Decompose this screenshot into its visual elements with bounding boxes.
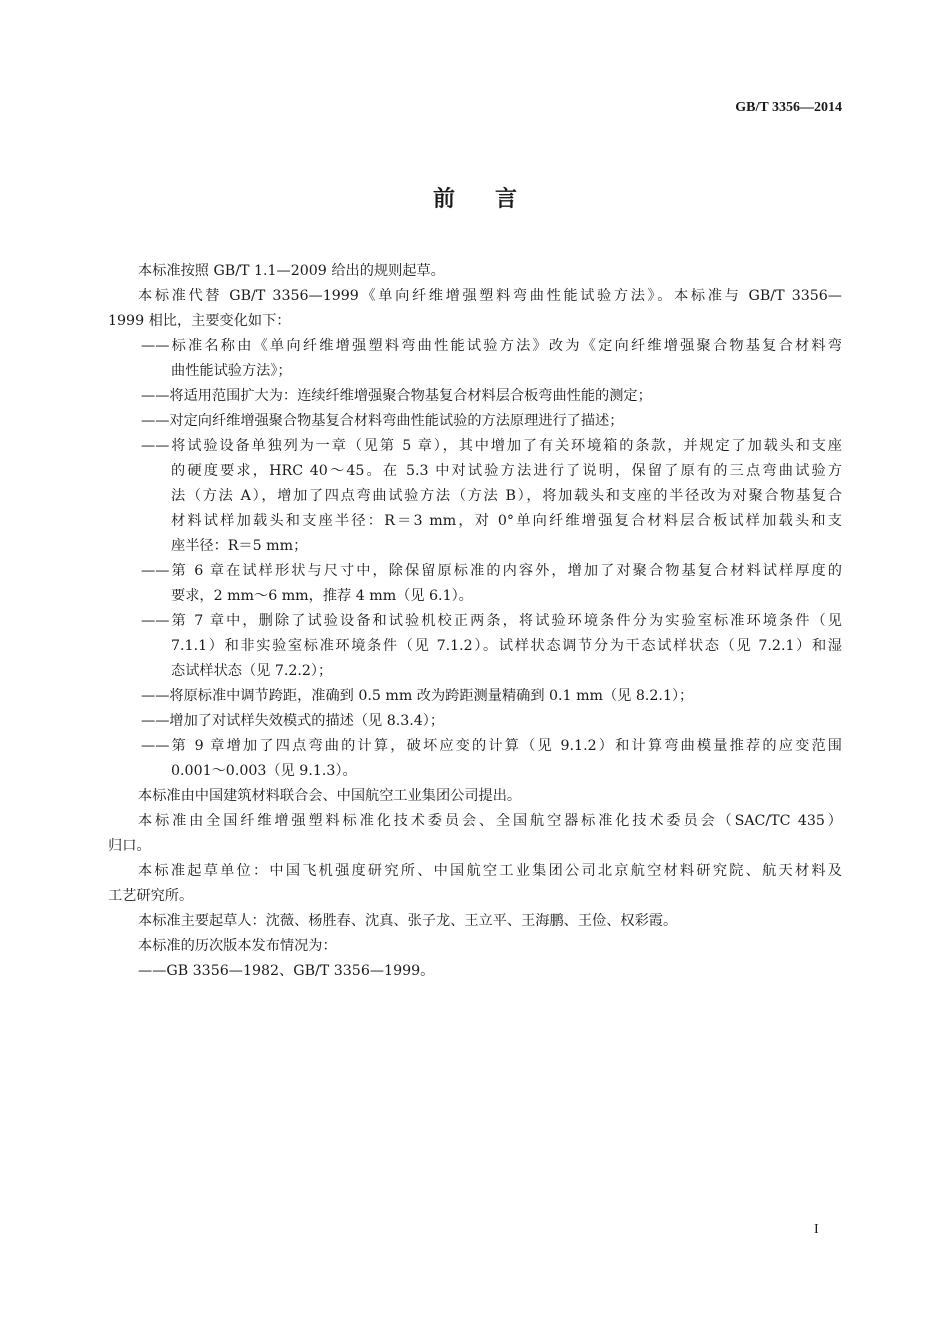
text-line: 0.001～0.003（见 9.1.3）。 <box>171 763 357 779</box>
text-line: ——对定向纤维增强聚合物基复合材料弯曲性能试验的方法原理进行了描述； <box>141 413 624 429</box>
paragraph <box>108 284 842 334</box>
text-line: ——第 9 章增加了四点弯曲的计算，破坏应变的计算（见 9.1.2）和计算弯曲模量推荐的应变范围 <box>141 738 842 754</box>
text-line: ——标准名称由《单向纤维增强塑料弯曲性能试验方法》改为《定向纤维增强聚合物基复合材料弯 <box>141 338 842 354</box>
paragraph <box>108 784 842 809</box>
text-line: ——将适用范围扩大为：连续纤维增强聚合物基复合材料层合板弯曲性能的测定； <box>141 388 652 404</box>
page-title: 前言 <box>432 186 557 212</box>
text-line: 1999 相比，主要变化如下： <box>108 313 291 329</box>
text-line: 座半径：R＝5 mm； <box>171 538 308 554</box>
text-line: 法（方法 A），增加了四点弯曲试验方法（方法 B），将加载头和支座的半径改为对聚合物基复合 <box>171 488 842 504</box>
change-list-item <box>108 684 842 709</box>
change-list-item <box>108 384 842 409</box>
change-list-item <box>108 334 842 384</box>
text-line: 的硬度要求，HRC 40～45。在 5.3 中对试验方法进行了说明，保留了原有的三点弯曲试验方 <box>171 463 842 479</box>
paragraph <box>108 259 842 284</box>
change-list-item <box>108 734 842 784</box>
change-list-item <box>108 559 842 609</box>
change-list-item <box>108 609 842 684</box>
change-list-item <box>108 409 842 434</box>
text-line: ——第 7 章中，删除了试验设备和试验机校正两条，将试验环境条件分为实验室标准环境条件（见 <box>141 613 842 629</box>
text-line: 材料试样加载头和支座半径：R＝3 mm，对 0°单向纤维增强复合材料层合板试样加载头和支 <box>171 513 842 529</box>
text-line: 本标准起草单位：中国飞机强度研究所、中国航空工业集团公司北京航空材料研究院、航天材料及 <box>138 863 842 879</box>
text-line: 本标准的历次版本发布情况为： <box>138 938 337 954</box>
text-line: 本标准代替 GB/T 3356—1999《单向纤维增强塑料弯曲性能试验方法》。本标准与 GB/T 3356— <box>138 288 842 304</box>
text-line: 要求，2 mm～6 mm，推荐 4 mm（见 6.1）。 <box>171 588 473 604</box>
text-line: 7.1.1）和非实验室标准环境条件（见 7.1.2）。试样状态调节分为干态试样状态（见 7.2.1）和湿 <box>171 638 842 654</box>
text-line: 本标准主要起草人：沈薇、杨胜春、沈真、张子龙、王立平、王海鹏、王俭、权彩霞。 <box>138 913 678 929</box>
paragraph <box>108 934 842 959</box>
document-body <box>108 259 842 984</box>
text-line: 态试样状态（见 7.2.2）； <box>171 663 333 679</box>
text-line: ——将试验设备单独列为一章（见第 5 章），其中增加了有关环境箱的条款，并规定了加载头和支座 <box>141 438 842 454</box>
paragraph <box>108 859 842 909</box>
text-line: ——将原标准中调节跨距，准确到 0.5 mm 改为跨距测量精确到 0.1 mm（见 8.2.1）； <box>141 688 694 704</box>
text-line: 本标准由中国建筑材料联合会、中国航空工业集团公司提出。 <box>138 788 522 804</box>
change-list-item <box>108 434 842 559</box>
change-list-item <box>108 709 842 734</box>
text-line: ——增加了对试样失效模式的描述（见 8.3.4）； <box>141 713 445 729</box>
paragraph <box>108 959 842 984</box>
paragraph <box>108 909 842 934</box>
document-code: GB/T 3356—2014 <box>735 100 842 115</box>
text-line: ——GB 3356—1982、GB/T 3356—1999。 <box>138 963 435 979</box>
text-line: 本标准由全国纤维增强塑料标准化技术委员会、全国航空器标准化技术委员会（SAC/TC 435） <box>138 813 842 829</box>
page-number: I <box>814 1222 819 1237</box>
text-line: 归口。 <box>108 838 151 854</box>
text-line: 工艺研究所。 <box>108 888 194 904</box>
text-line: 本标准按照 GB/T 1.1—2009 给出的规则起草。 <box>138 263 445 279</box>
text-line: ——第 6 章在试样形状与尺寸中，除保留原标准的内容外，增加了对聚合物基复合材料试样厚度的 <box>141 563 842 579</box>
text-line: 曲性能试验方法》； <box>171 363 292 379</box>
paragraph <box>108 809 842 859</box>
